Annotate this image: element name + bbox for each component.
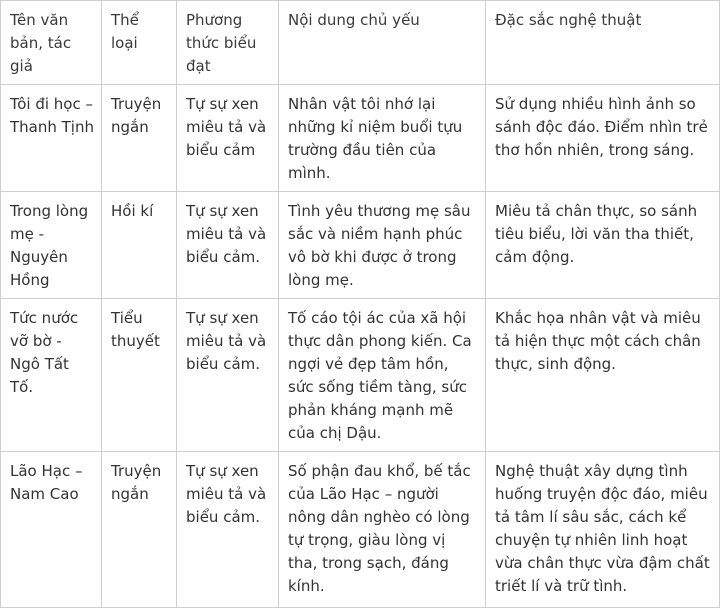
cell-art: Nghệ thuật xây dựng tình huống truyện độc đáo, miêu tả tâm lí sâu sắc, cách kể chuyện tự nhiên linh hoạt vừa chân thực vừa đậm chất triết lí và trữ tình. (486, 452, 720, 608)
table-row (1, 299, 720, 452)
cell-title: Trong lòng mẹ - Nguyên Hồng (1, 192, 102, 299)
header-title: Tên văn bản, tác giả (1, 1, 102, 85)
cell-art: Khắc họa nhân vật và miêu tả hiện thực một cách chân thực, sinh động. (486, 299, 720, 452)
cell-content: Nhân vật tôi nhớ lại những kỉ niệm buổi tựu trường đầu tiên của mình. (279, 85, 486, 192)
table-row (1, 192, 720, 299)
cell-method: Tự sự xen miêu tả và biểu cảm. (177, 192, 279, 299)
cell-title: Tôi đi học – Thanh Tịnh (1, 85, 102, 192)
header-method: Phương thức biểu đạt (177, 1, 279, 85)
cell-art: Miêu tả chân thực, so sánh tiêu biểu, lời văn tha thiết, cảm động. (486, 192, 720, 299)
cell-method: Tự sự xen miêu tả và biểu cảm. (177, 299, 279, 452)
header-row (1, 1, 720, 85)
cell-method: Tự sự xen miêu tả và biểu cảm (177, 85, 279, 192)
cell-content: Số phận đau khổ, bế tắc của Lão Hạc – người nông dân nghèo có lòng tự trọng, giàu lòng vị tha, trong sạch, đáng kính. (279, 452, 486, 608)
cell-content: Tố cáo tội ác của xã hội thực dân phong kiến. Ca ngợi vẻ đẹp tâm hồn, sức sống tiềm tàng, sức phản kháng mạnh mẽ của chị Dậu. (279, 299, 486, 452)
cell-art: Sử dụng nhiều hình ảnh so sánh độc đáo. Điểm nhìn trẻ thơ hồn nhiên, trong sáng. (486, 85, 720, 192)
cell-genre: Tiểu thuyết (102, 299, 177, 452)
cell-genre: Truyện ngắn (102, 85, 177, 192)
cell-method: Tự sự xen miêu tả và biểu cảm. (177, 452, 279, 608)
cell-content: Tình yêu thương mẹ sâu sắc và niềm hạnh phúc vô bờ khi được ở trong lòng mẹ. (279, 192, 486, 299)
table-row (1, 452, 720, 608)
table-row (1, 85, 720, 192)
header-content: Nội dung chủ yếu (279, 1, 486, 85)
header-genre: Thể loại (102, 1, 177, 85)
cell-genre: Truyện ngắn (102, 452, 177, 608)
header-art: Đặc sắc nghệ thuật (486, 1, 720, 85)
cell-title: Lão Hạc – Nam Cao (1, 452, 102, 608)
cell-genre: Hồi kí (102, 192, 177, 299)
cell-title: Tức nước vỡ bờ - Ngô Tất Tố. (1, 299, 102, 452)
